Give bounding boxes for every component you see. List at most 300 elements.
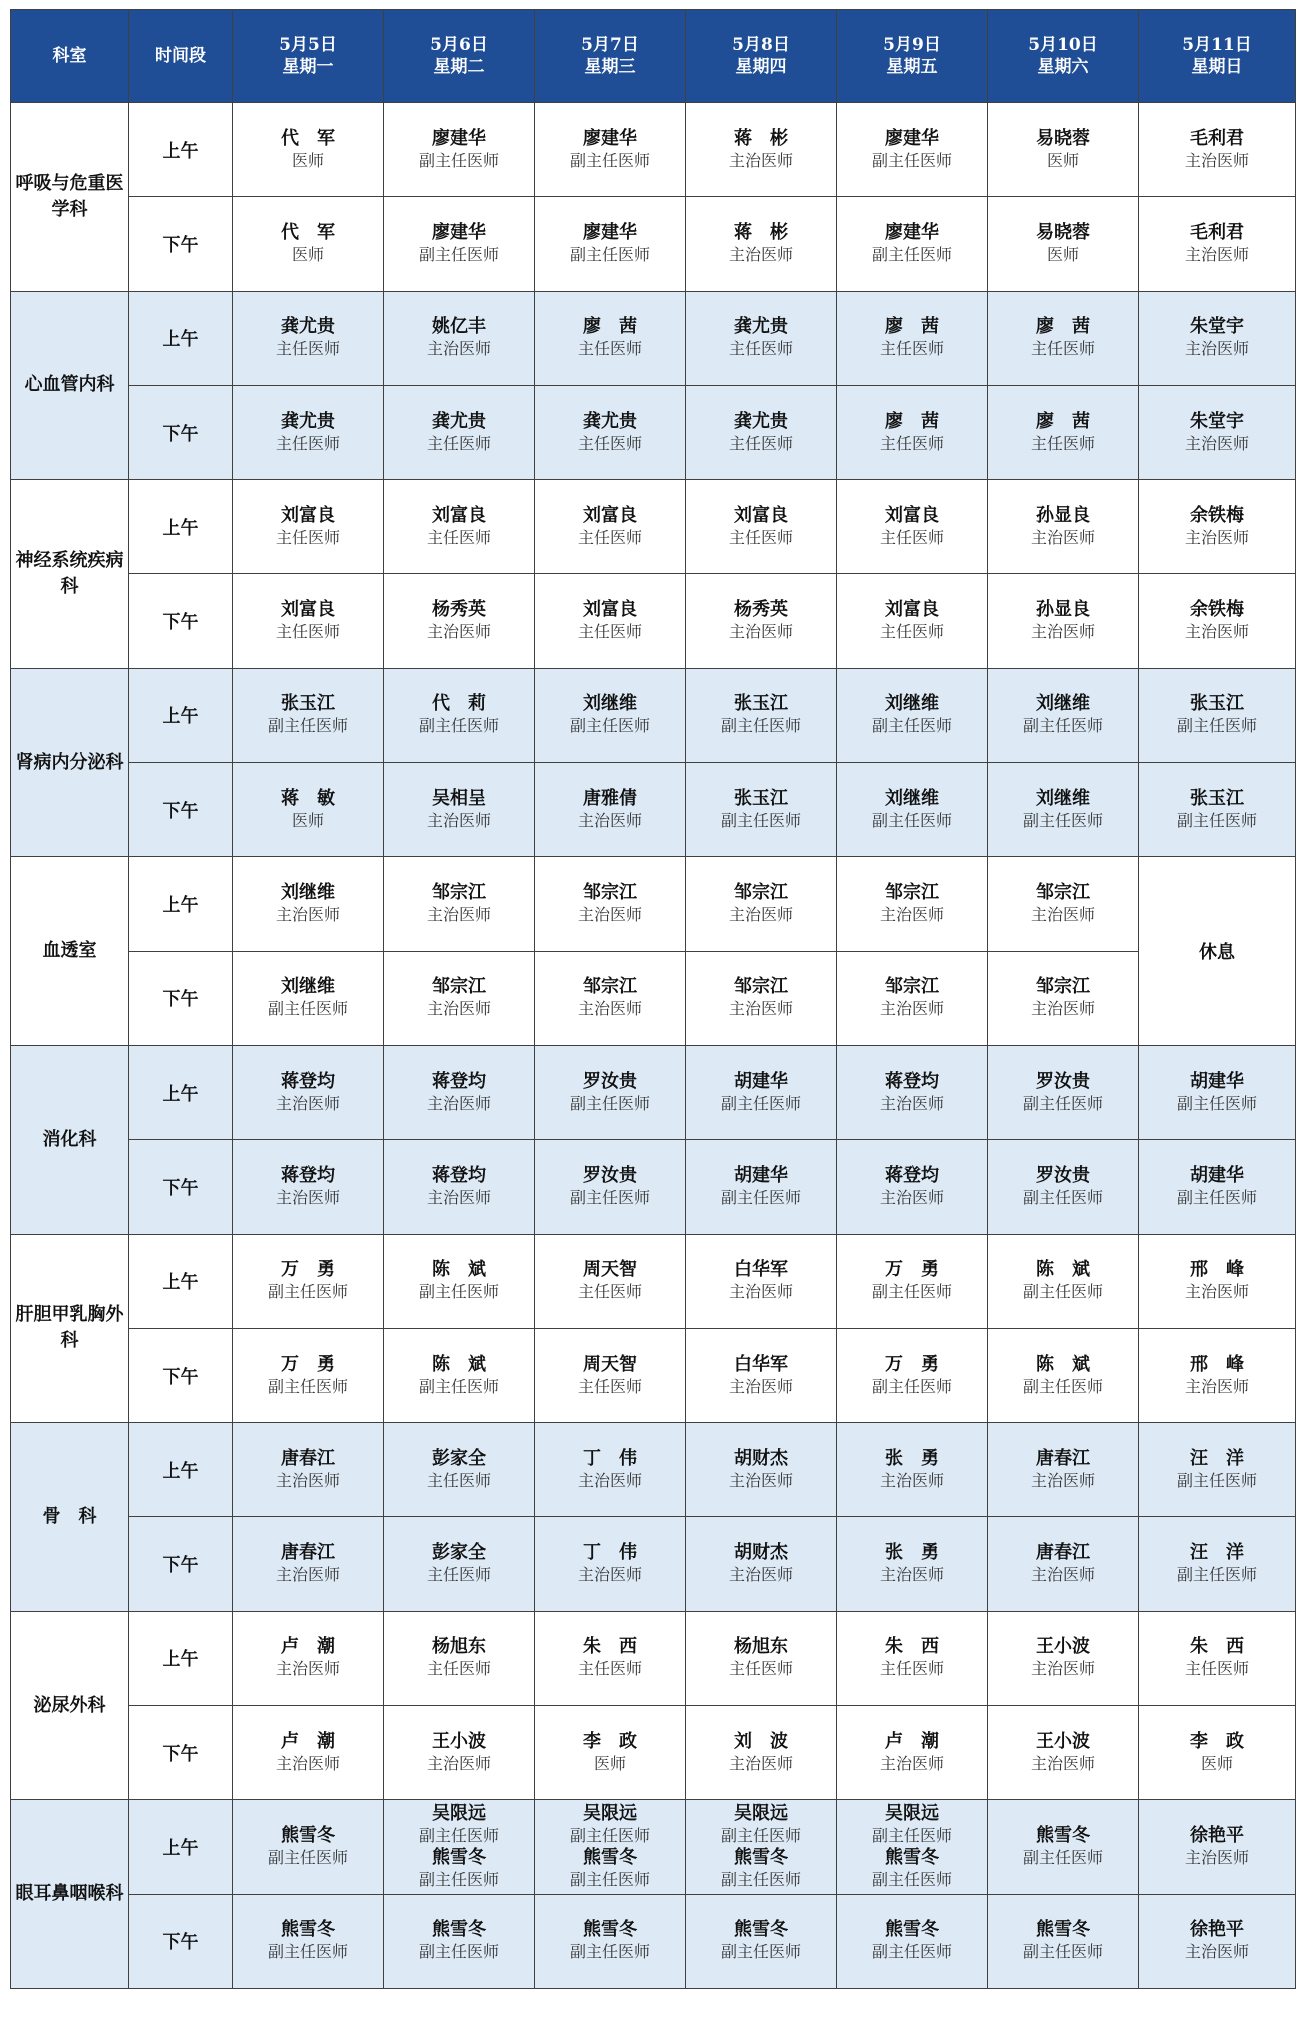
doctor-title: 副主任医师 bbox=[418, 1376, 499, 1396]
schedule-cell bbox=[988, 1517, 1139, 1611]
doctor-name: 龚尤贵 bbox=[734, 410, 788, 432]
doctor-name: 毛利君 bbox=[1190, 221, 1244, 243]
doctor-title: 主治医师 bbox=[426, 905, 491, 925]
day-date: 5月9日 bbox=[883, 35, 941, 55]
time-period: 上午 bbox=[129, 1423, 233, 1517]
doctor-title: 主任医师 bbox=[879, 1659, 944, 1679]
doctor-name: 廖 茜 bbox=[1036, 316, 1090, 338]
doctor-title: 主任医师 bbox=[275, 622, 340, 642]
doctor-title: 主治医师 bbox=[728, 244, 793, 264]
doctor-name: 熊雪冬 bbox=[734, 1919, 788, 1941]
schedule-cell bbox=[233, 1045, 384, 1139]
doctor-title: 副主任医师 bbox=[267, 999, 348, 1019]
doctor-name: 孙显良 bbox=[1036, 599, 1090, 621]
doctor-title: 副主任医师 bbox=[1022, 810, 1103, 830]
doctor-title: 主治医师 bbox=[426, 339, 491, 359]
doctor-name: 邹宗江 bbox=[432, 882, 486, 904]
schedule-cell bbox=[1139, 1328, 1296, 1422]
schedule-cell bbox=[686, 480, 837, 574]
schedule-cell bbox=[837, 1328, 988, 1422]
doctor-title: 副主任医师 bbox=[1022, 1093, 1103, 1113]
doctor-name: 王小波 bbox=[432, 1730, 486, 1752]
doctor-name: 易晓蓉 bbox=[1036, 127, 1090, 149]
day-weekday: 星期一 bbox=[282, 57, 334, 77]
doctor-name: 蒋 彬 bbox=[734, 221, 788, 243]
schedule-cell bbox=[988, 1328, 1139, 1422]
schedule-cell bbox=[384, 197, 535, 291]
doctor-title: 主治医师 bbox=[1030, 905, 1095, 925]
schedule-cell bbox=[535, 1234, 686, 1328]
doctor-name: 刘富良 bbox=[734, 504, 788, 526]
schedule-row bbox=[11, 1706, 1296, 1800]
doctor-name: 杨旭东 bbox=[734, 1636, 788, 1658]
doctor-name: 邢 峰 bbox=[1190, 1353, 1244, 1375]
doctor-title: 主任医师 bbox=[275, 433, 340, 453]
doctor-title: 主治医师 bbox=[879, 905, 944, 925]
schedule-cell bbox=[233, 574, 384, 668]
doctor-name: 龚尤贵 bbox=[583, 410, 637, 432]
doctor-name: 陈 斌 bbox=[432, 1259, 486, 1281]
doctor-name: 吴限远 bbox=[583, 1802, 637, 1824]
doctor-title: 副主任医师 bbox=[418, 1825, 499, 1845]
doctor-name: 龚尤贵 bbox=[734, 316, 788, 338]
doctor-title: 主治医师 bbox=[728, 150, 793, 170]
doctor-name: 罗汝贵 bbox=[583, 1164, 637, 1186]
doctor-title: 主治医师 bbox=[1184, 339, 1249, 359]
doctor-title: 副主任医师 bbox=[871, 1376, 952, 1396]
doctor-name: 刘继维 bbox=[1036, 693, 1090, 715]
doctor-name: 邹宗江 bbox=[885, 882, 939, 904]
schedule-cell bbox=[686, 291, 837, 385]
doctor-title: 副主任医师 bbox=[1022, 1847, 1103, 1867]
doctor-name: 廖 茜 bbox=[583, 316, 637, 338]
doctor-name: 熊雪冬 bbox=[583, 1846, 637, 1868]
doctor-title: 医师 bbox=[593, 1753, 626, 1773]
doctor-name: 蒋 彬 bbox=[734, 127, 788, 149]
doctor-title: 主任医师 bbox=[879, 527, 944, 547]
schedule-row bbox=[11, 1234, 1296, 1328]
doctor-title: 主任医师 bbox=[577, 622, 642, 642]
doctor-name: 熊雪冬 bbox=[885, 1846, 939, 1868]
schedule-cell bbox=[988, 1234, 1139, 1328]
doctor-name: 廖 茜 bbox=[1036, 410, 1090, 432]
doctor-title: 副主任医师 bbox=[569, 716, 650, 736]
doctor-name: 廖建华 bbox=[432, 127, 486, 149]
doctor-name: 熊雪冬 bbox=[432, 1919, 486, 1941]
doctor-name: 刘富良 bbox=[885, 504, 939, 526]
schedule-cell bbox=[535, 1894, 686, 1988]
doctor-title: 副主任医师 bbox=[1176, 810, 1257, 830]
schedule-cell bbox=[837, 857, 988, 951]
doctor-title: 主治医师 bbox=[879, 1565, 944, 1585]
doctor-title: 主治医师 bbox=[1030, 1470, 1095, 1490]
schedule-row bbox=[11, 197, 1296, 291]
doctor-name: 张 勇 bbox=[885, 1542, 939, 1564]
schedule-cell bbox=[535, 1517, 686, 1611]
time-period: 上午 bbox=[129, 1611, 233, 1705]
doctor-title: 副主任医师 bbox=[871, 810, 952, 830]
schedule-cell bbox=[988, 763, 1139, 857]
header-dept: 科室 bbox=[11, 10, 129, 103]
doctor-name: 丁 伟 bbox=[583, 1447, 637, 1469]
schedule-row bbox=[11, 291, 1296, 385]
doctor-title: 副主任医师 bbox=[569, 244, 650, 264]
doctor-title: 主治医师 bbox=[577, 810, 642, 830]
doctor-title: 主治医师 bbox=[728, 1565, 793, 1585]
schedule-cell bbox=[1139, 291, 1296, 385]
doctor-name: 蒋 敏 bbox=[281, 787, 335, 809]
doctor-title: 主治医师 bbox=[728, 1376, 793, 1396]
schedule-cell bbox=[1139, 1045, 1296, 1139]
doctor-name: 刘继维 bbox=[1036, 787, 1090, 809]
doctor-name: 汪 洋 bbox=[1190, 1542, 1244, 1564]
schedule-row bbox=[11, 103, 1296, 197]
schedule-cell bbox=[837, 668, 988, 762]
doctor-title: 主治医师 bbox=[275, 905, 340, 925]
doctor-title: 主治医师 bbox=[1030, 1659, 1095, 1679]
doctor-name: 蒋登均 bbox=[281, 1070, 335, 1092]
schedule-cell bbox=[837, 1140, 988, 1234]
doctor-title: 医师 bbox=[1046, 150, 1079, 170]
doctor-title: 副主任医师 bbox=[1176, 1565, 1257, 1585]
day-date: 5月8日 bbox=[732, 35, 790, 55]
doctor-name: 熊雪冬 bbox=[432, 1846, 486, 1868]
doctor-title: 主治医师 bbox=[275, 1565, 340, 1585]
schedule-cell bbox=[988, 668, 1139, 762]
schedule-cell bbox=[988, 480, 1139, 574]
day-weekday: 星期二 bbox=[433, 57, 485, 77]
doctor-name: 廖建华 bbox=[885, 127, 939, 149]
schedule-cell bbox=[535, 291, 686, 385]
doctor-title: 副主任医师 bbox=[569, 1187, 650, 1207]
schedule-cell bbox=[384, 763, 535, 857]
schedule-cell bbox=[1139, 197, 1296, 291]
doctor-title: 主治医师 bbox=[1030, 527, 1095, 547]
schedule-cell bbox=[535, 951, 686, 1045]
schedule-cell bbox=[535, 480, 686, 574]
doctor-title: 主任医师 bbox=[577, 339, 642, 359]
schedule-cell bbox=[837, 291, 988, 385]
doctor-title: 主任医师 bbox=[879, 339, 944, 359]
schedule-cell bbox=[1139, 1234, 1296, 1328]
doctor-name: 卢 潮 bbox=[281, 1730, 335, 1752]
doctor-name: 龚尤贵 bbox=[281, 410, 335, 432]
doctor-name: 朱堂宇 bbox=[1190, 410, 1244, 432]
doctor-name: 李 政 bbox=[583, 1730, 637, 1752]
time-period: 下午 bbox=[129, 1706, 233, 1800]
schedule-cell bbox=[988, 103, 1139, 197]
doctor-name: 蒋登均 bbox=[432, 1070, 486, 1092]
schedule-cell bbox=[1139, 1894, 1296, 1988]
schedule-cell bbox=[1139, 1800, 1296, 1894]
doctor-name: 杨秀英 bbox=[734, 599, 788, 621]
doctor-title: 副主任医师 bbox=[720, 1187, 801, 1207]
header-day bbox=[686, 10, 837, 103]
doctor-title: 主任医师 bbox=[426, 433, 491, 453]
doctor-name: 邹宗江 bbox=[734, 882, 788, 904]
schedule-cell bbox=[988, 385, 1139, 479]
schedule-cell bbox=[535, 1800, 686, 1894]
day-weekday: 星期五 bbox=[886, 57, 938, 77]
doctor-name: 余铁梅 bbox=[1190, 599, 1244, 621]
schedule-cell bbox=[686, 1894, 837, 1988]
schedule-cell bbox=[535, 385, 686, 479]
day-date: 5月5日 bbox=[279, 35, 337, 55]
time-period: 上午 bbox=[129, 480, 233, 574]
doctor-title: 主任医师 bbox=[1184, 1659, 1249, 1679]
doctor-name: 邢 峰 bbox=[1190, 1259, 1244, 1281]
doctor-title: 副主任医师 bbox=[1022, 1187, 1103, 1207]
schedule-row bbox=[11, 385, 1296, 479]
schedule-cell bbox=[535, 1328, 686, 1422]
department-name: 呼吸与危重医学科 bbox=[11, 103, 129, 292]
day-date: 5月7日 bbox=[581, 35, 639, 55]
doctor-name: 张玉江 bbox=[734, 787, 788, 809]
schedule-cell bbox=[686, 1517, 837, 1611]
doctor-title: 主治医师 bbox=[426, 1093, 491, 1113]
doctor-name: 吴限远 bbox=[885, 1802, 939, 1824]
doctor-name: 吴限远 bbox=[432, 1802, 486, 1824]
schedule-cell bbox=[686, 951, 837, 1045]
schedule-row bbox=[11, 857, 1296, 951]
day-date: 5月10日 bbox=[1028, 35, 1098, 55]
doctor-title: 主治医师 bbox=[1184, 244, 1249, 264]
schedule-cell bbox=[384, 1423, 535, 1517]
doctor-title: 主治医师 bbox=[728, 1470, 793, 1490]
doctor-title: 副主任医师 bbox=[569, 1869, 650, 1889]
doctor-title: 主治医师 bbox=[1030, 1753, 1095, 1773]
doctor-name: 唐春江 bbox=[1036, 1447, 1090, 1469]
schedule-cell bbox=[1139, 763, 1296, 857]
schedule-cell bbox=[384, 1894, 535, 1988]
time-period: 下午 bbox=[129, 574, 233, 668]
schedule-cell bbox=[988, 291, 1139, 385]
doctor-title: 主治医师 bbox=[1184, 1847, 1249, 1867]
schedule-cell bbox=[233, 1611, 384, 1705]
doctor-name: 唐春江 bbox=[1036, 1542, 1090, 1564]
doctor-name: 万 勇 bbox=[281, 1259, 335, 1281]
doctor-title: 副主任医师 bbox=[267, 1376, 348, 1396]
doctor-title: 医师 bbox=[291, 244, 324, 264]
doctor-title: 副主任医师 bbox=[569, 150, 650, 170]
schedule-cell bbox=[535, 574, 686, 668]
doctor-title: 副主任医师 bbox=[1176, 1093, 1257, 1113]
doctor-title: 主治医师 bbox=[426, 999, 491, 1019]
doctor-title: 主治医师 bbox=[1030, 1565, 1095, 1585]
doctor-title: 主任医师 bbox=[577, 1282, 642, 1302]
day-weekday: 星期日 bbox=[1191, 57, 1243, 77]
doctor-title: 主治医师 bbox=[577, 999, 642, 1019]
doctor-name: 刘继维 bbox=[281, 976, 335, 998]
schedule-cell bbox=[1139, 480, 1296, 574]
doctor-title: 主治医师 bbox=[1184, 1376, 1249, 1396]
schedule-cell bbox=[837, 1800, 988, 1894]
schedule-cell bbox=[988, 857, 1139, 951]
doctor-name: 周天智 bbox=[583, 1353, 637, 1375]
department-name: 神经系统疾病科 bbox=[11, 480, 129, 669]
schedule-cell bbox=[686, 1423, 837, 1517]
schedule-cell bbox=[988, 1140, 1139, 1234]
schedule-cell bbox=[1139, 668, 1296, 762]
doctor-title: 主治医师 bbox=[879, 1470, 944, 1490]
doctor-name: 张 勇 bbox=[885, 1447, 939, 1469]
doctor-title: 副主任医师 bbox=[720, 810, 801, 830]
schedule-cell bbox=[384, 1045, 535, 1139]
doctor-title: 副主任医师 bbox=[720, 1942, 801, 1962]
doctor-name: 毛利君 bbox=[1190, 127, 1244, 149]
doctor-name: 李 政 bbox=[1190, 1730, 1244, 1752]
doctor-name: 张玉江 bbox=[281, 693, 335, 715]
doctor-name: 熊雪冬 bbox=[885, 1919, 939, 1941]
doctor-name: 熊雪冬 bbox=[1036, 1824, 1090, 1846]
doctor-title: 主任医师 bbox=[577, 1659, 642, 1679]
day-date: 5月6日 bbox=[430, 35, 488, 55]
doctor-name: 张玉江 bbox=[1190, 693, 1244, 715]
schedule-row bbox=[11, 480, 1296, 574]
schedule-cell bbox=[535, 1423, 686, 1517]
doctor-name: 唐春江 bbox=[281, 1542, 335, 1564]
doctor-name: 邹宗江 bbox=[1036, 976, 1090, 998]
doctor-name: 卢 潮 bbox=[281, 1636, 335, 1658]
header-day bbox=[837, 10, 988, 103]
doctor-title: 副主任医师 bbox=[1176, 1187, 1257, 1207]
schedule-cell bbox=[384, 1611, 535, 1705]
doctor-title: 副主任医师 bbox=[1176, 1470, 1257, 1490]
doctor-title: 副主任医师 bbox=[871, 1869, 952, 1889]
schedule-cell bbox=[686, 197, 837, 291]
schedule-cell bbox=[837, 1517, 988, 1611]
doctor-name: 姚亿丰 bbox=[432, 316, 486, 338]
doctor-title: 主任医师 bbox=[1030, 433, 1095, 453]
doctor-name: 朱 西 bbox=[885, 1636, 939, 1658]
doctor-title: 副主任医师 bbox=[418, 716, 499, 736]
doctor-title: 主治医师 bbox=[426, 810, 491, 830]
header-day bbox=[233, 10, 384, 103]
department-name: 眼耳鼻咽喉科 bbox=[11, 1800, 129, 1989]
schedule-cell bbox=[535, 857, 686, 951]
doctor-name: 万 勇 bbox=[885, 1353, 939, 1375]
schedule-cell bbox=[384, 480, 535, 574]
doctor-name: 徐艳平 bbox=[1190, 1919, 1244, 1941]
doctor-title: 主任医师 bbox=[728, 1659, 793, 1679]
schedule-cell bbox=[1139, 1611, 1296, 1705]
schedule-cell bbox=[686, 668, 837, 762]
doctor-name: 周天智 bbox=[583, 1259, 637, 1281]
doctor-title: 主治医师 bbox=[275, 1093, 340, 1113]
doctor-name: 万 勇 bbox=[885, 1259, 939, 1281]
schedule-row bbox=[11, 1140, 1296, 1234]
doctor-title: 主任医师 bbox=[728, 527, 793, 547]
doctor-title: 主任医师 bbox=[577, 433, 642, 453]
schedule-row bbox=[11, 1611, 1296, 1705]
schedule-row bbox=[11, 1517, 1296, 1611]
doctor-title: 主治医师 bbox=[879, 1093, 944, 1113]
doctor-title: 主治医师 bbox=[1030, 622, 1095, 642]
schedule-row bbox=[11, 951, 1296, 1045]
doctor-name: 陈 斌 bbox=[1036, 1259, 1090, 1281]
schedule-cell bbox=[837, 385, 988, 479]
schedule-cell bbox=[686, 1800, 837, 1894]
doctor-title: 副主任医师 bbox=[720, 1093, 801, 1113]
schedule-cell bbox=[686, 857, 837, 951]
doctor-name: 邹宗江 bbox=[432, 976, 486, 998]
schedule-cell bbox=[233, 1140, 384, 1234]
doctor-title: 主任医师 bbox=[275, 527, 340, 547]
doctor-title: 副主任医师 bbox=[569, 1825, 650, 1845]
doctor-name: 龚尤贵 bbox=[432, 410, 486, 432]
doctor-title: 主治医师 bbox=[728, 1282, 793, 1302]
doctor-name: 邹宗江 bbox=[583, 976, 637, 998]
doctor-name: 蒋登均 bbox=[885, 1070, 939, 1092]
doctor-name: 廖建华 bbox=[583, 127, 637, 149]
doctor-title: 副主任医师 bbox=[871, 716, 952, 736]
doctor-title: 主治医师 bbox=[426, 1187, 491, 1207]
schedule-cell bbox=[233, 1800, 384, 1894]
header-day bbox=[988, 10, 1139, 103]
doctor-title: 副主任医师 bbox=[418, 244, 499, 264]
schedule-cell bbox=[686, 103, 837, 197]
doctor-title: 副主任医师 bbox=[720, 1825, 801, 1845]
doctor-title: 主任医师 bbox=[426, 1659, 491, 1679]
doctor-title: 主治医师 bbox=[1184, 1942, 1249, 1962]
doctor-name: 代 军 bbox=[281, 221, 335, 243]
schedule-cell bbox=[686, 1328, 837, 1422]
schedule-cell bbox=[384, 1800, 535, 1894]
schedule-row bbox=[11, 668, 1296, 762]
time-period: 下午 bbox=[129, 197, 233, 291]
doctor-title: 主治医师 bbox=[879, 1753, 944, 1773]
doctor-title: 副主任医师 bbox=[1022, 716, 1103, 736]
schedule-row bbox=[11, 1423, 1296, 1517]
doctor-title: 医师 bbox=[1046, 244, 1079, 264]
header-row bbox=[11, 10, 1296, 103]
doctor-title: 副主任医师 bbox=[1176, 716, 1257, 736]
doctor-title: 主治医师 bbox=[577, 905, 642, 925]
doctor-name: 余铁梅 bbox=[1190, 504, 1244, 526]
doctor-name: 廖建华 bbox=[583, 221, 637, 243]
schedule-cell bbox=[384, 103, 535, 197]
time-period: 下午 bbox=[129, 385, 233, 479]
day-weekday: 星期六 bbox=[1037, 57, 1089, 77]
schedule-cell bbox=[535, 1045, 686, 1139]
schedule-cell bbox=[535, 668, 686, 762]
schedule-cell bbox=[837, 1611, 988, 1705]
doctor-name: 胡财杰 bbox=[734, 1447, 788, 1469]
schedule-cell bbox=[384, 1328, 535, 1422]
doctor-title: 副主任医师 bbox=[871, 1825, 952, 1845]
schedule-cell bbox=[535, 1611, 686, 1705]
schedule-row bbox=[11, 1328, 1296, 1422]
schedule-cell bbox=[535, 763, 686, 857]
doctor-name: 廖 茜 bbox=[885, 410, 939, 432]
doctor-title: 主治医师 bbox=[1184, 150, 1249, 170]
doctor-name: 陈 斌 bbox=[432, 1353, 486, 1375]
time-period: 上午 bbox=[129, 291, 233, 385]
doctor-title: 主治医师 bbox=[426, 622, 491, 642]
day-weekday: 星期四 bbox=[735, 57, 787, 77]
schedule-row bbox=[11, 763, 1296, 857]
doctor-title: 主任医师 bbox=[728, 433, 793, 453]
schedule-cell bbox=[233, 1423, 384, 1517]
rest-cell: 休息 bbox=[1139, 857, 1296, 1046]
doctor-name: 熊雪冬 bbox=[583, 1919, 637, 1941]
time-period: 上午 bbox=[129, 103, 233, 197]
doctor-name: 万 勇 bbox=[281, 1353, 335, 1375]
schedule-cell bbox=[1139, 385, 1296, 479]
doctor-title: 主任医师 bbox=[275, 339, 340, 359]
doctor-name: 张玉江 bbox=[734, 693, 788, 715]
schedule-cell bbox=[233, 103, 384, 197]
